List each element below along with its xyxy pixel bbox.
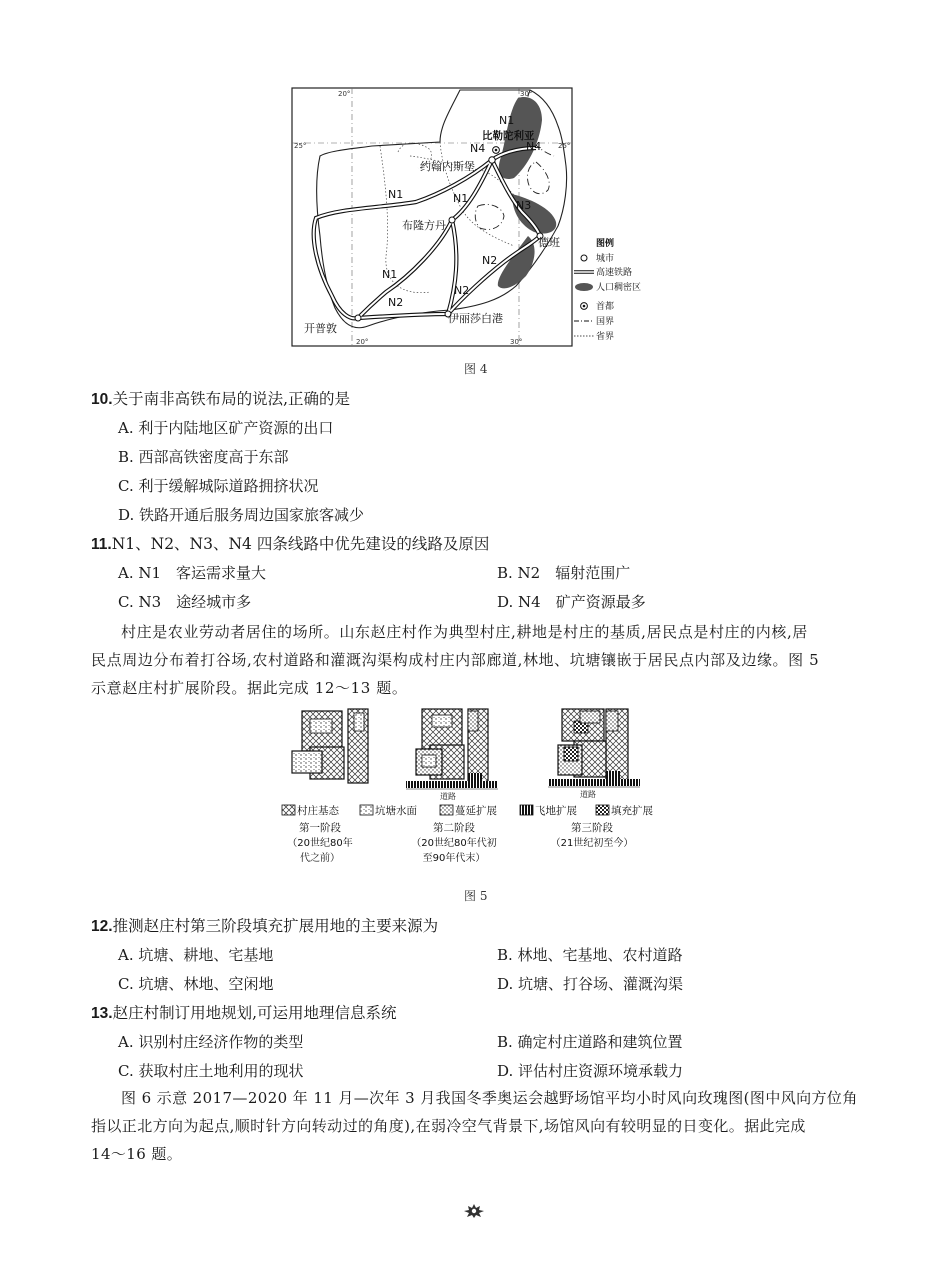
figure5-legend <box>282 804 653 817</box>
legend-item-national: 国界 <box>596 317 615 327</box>
question-11-number: 11. <box>91 536 112 553</box>
label-n1-mid: N1 <box>453 192 469 205</box>
question-12-number: 12. <box>91 918 113 935</box>
q10-option-b: B. 西部高铁密度高于东部 <box>118 448 289 466</box>
legend-item-hsr: 高速铁路 <box>596 268 633 278</box>
q13-option-b: B. 确定村庄道路和建筑位置 <box>497 1033 683 1051</box>
q10-option-c: C. 利于缓解城际道路拥挤状况 <box>118 477 319 495</box>
passage-1 <box>91 618 871 702</box>
city-cape-town <box>355 315 361 321</box>
legend-infill: 填充扩展 <box>611 805 653 817</box>
q11-option-a: A. N1 客运需求量大 <box>118 564 267 582</box>
legend-item-capital: 首都 <box>596 302 615 312</box>
question-10-number: 10. <box>91 391 113 408</box>
road-label-stage-3: 道路 <box>580 790 596 799</box>
stage-2-period-2: 至90年代末） <box>422 853 486 864</box>
legend-item-dense: 人口稠密区 <box>596 283 642 293</box>
label-n4-right: N4 <box>526 140 542 153</box>
label-bloemfontein: 布隆方丹 <box>402 219 446 232</box>
stage-2-blocks <box>406 709 498 801</box>
q12-option-d: D. 坑塘、打谷场、灌溉沟渠 <box>497 975 684 993</box>
q12-option-a: A. 坑塘、耕地、宅基地 <box>118 946 274 964</box>
label-n4-left: N4 <box>470 142 486 155</box>
q11-option-b: B. N2 辐射范围广 <box>497 564 631 582</box>
q12-option-c: C. 坑塘、林地、空闲地 <box>118 975 274 993</box>
label-n1-top: N1 <box>499 114 515 127</box>
label-johannesburg: 约翰内斯堡 <box>420 160 475 173</box>
stage-3-blocks <box>548 709 640 799</box>
passage-2-line-3: 14～16 题。 <box>91 1145 183 1163</box>
label-lon20-bottom: 20° <box>356 338 369 346</box>
passage-1-line-1: 村庄是农业劳动者居住的场所。山东赵庄村作为典型村庄,耕地是村庄的基质,居民点是村庄的内核,居 <box>121 623 808 641</box>
label-n3: N3 <box>516 199 532 212</box>
stage-2-name: 第二阶段 <box>433 822 475 834</box>
q13-option-c: C. 获取村庄土地利用的现状 <box>118 1062 304 1080</box>
q10-option-d: D. 铁路开通后服务周边国家旅客减少 <box>118 506 365 524</box>
label-n1-low: N1 <box>382 268 398 281</box>
question-11-stem: N1、N2、N3、N4 四条线路中优先建设的线路及原因 <box>111 535 490 553</box>
stage-1-period-1: （20世纪80年 <box>287 838 353 849</box>
figure4-legend <box>574 237 641 342</box>
figure5-caption: 图 5 <box>464 889 488 903</box>
legend-item-provincial: 省界 <box>596 332 615 342</box>
label-lat25-right: 25° <box>558 142 571 150</box>
question-13 <box>91 1003 397 1024</box>
passage-1-line-3: 示意赵庄村扩展阶段。据此完成 12～13 题。 <box>91 679 408 697</box>
legend-enclave: 飞地扩展 <box>535 805 577 817</box>
figure4-map <box>290 86 680 351</box>
question-11 <box>91 534 489 555</box>
passage-2-line-1: 图 6 示意 2017—2020 年 11 月—次年 3 月我国冬季奥运会越野场馆平均小时风向玫瑰图(图中风向方位角 <box>121 1089 858 1107</box>
legend-sprawl: 蔓延扩展 <box>455 805 497 817</box>
label-lat25-left: 25° <box>294 142 307 150</box>
label-n2-mid: N2 <box>454 284 470 297</box>
question-13-stem: 赵庄村制订用地规划,可运用地理信息系统 <box>112 1004 397 1022</box>
legend-item-city: 城市 <box>596 254 615 264</box>
figure5-diagram <box>280 705 680 865</box>
label-pretoria: 比勒陀利亚 <box>482 130 535 142</box>
q13-option-a: A. 识别村庄经济作物的类型 <box>118 1033 304 1051</box>
passage-1-line-2: 民点周边分布着打谷场,农村道路和灌溉沟渠构成村庄内部廊道,林地、坑塘镶嵌于居民点内部及边缘。图 5 <box>91 651 820 669</box>
label-durban: 德班 <box>538 236 560 249</box>
q12-option-b: B. 林地、宅基地、农村道路 <box>497 946 683 964</box>
label-lon20-top: 20° <box>338 90 351 98</box>
passage-2-line-2: 指以正北方向为起点,顺时针方向转动过的角度),在弱冷空气背景下,场馆风向有较明显的日变化。据此完成 <box>91 1117 806 1135</box>
footer-ornament-icon <box>463 1203 485 1219</box>
question-13-number: 13. <box>91 1005 113 1022</box>
label-n2-low: N2 <box>388 296 404 309</box>
figure4-caption: 图 4 <box>464 362 488 376</box>
city-johannesburg <box>489 157 495 163</box>
question-12 <box>91 916 438 937</box>
question-10-stem: 关于南非高铁布局的说法,正确的是 <box>112 390 350 408</box>
label-cape-town: 开普敦 <box>304 322 337 335</box>
q11-option-d: D. N4 矿产资源最多 <box>497 593 646 611</box>
label-lon30-top: 30° <box>520 90 533 98</box>
stage-1-name: 第一阶段 <box>299 822 341 834</box>
q10-option-a: A. 利于内陆地区矿产资源的出口 <box>118 419 334 437</box>
stage-1-period-2: 代之前） <box>300 853 340 864</box>
q13-option-d: D. 评估村庄资源环境承载力 <box>497 1062 684 1080</box>
stage-3-period-1: （21世纪初至今） <box>550 838 634 849</box>
legend-pond: 坑塘水面 <box>375 805 417 817</box>
label-lon30-bottom: 30° <box>510 338 523 346</box>
city-bloemfontein <box>449 217 455 223</box>
label-n1-mid-left: N1 <box>388 188 404 201</box>
stage-1-blocks <box>292 709 368 783</box>
question-10 <box>91 389 350 410</box>
passage-2 <box>91 1084 871 1168</box>
label-port-elizabeth: 伊丽莎白港 <box>448 312 503 325</box>
stage-3-name: 第三阶段 <box>571 822 613 834</box>
q11-option-c: C. N3 途经城市多 <box>118 593 252 611</box>
question-12-stem: 推测赵庄村第三阶段填充扩展用地的主要来源为 <box>112 917 439 935</box>
label-n2-east: N2 <box>482 254 498 267</box>
stage-2-period-1: （20世纪80年代初 <box>411 838 497 849</box>
road-label-stage-2: 道路 <box>440 792 456 801</box>
legend-title: 图例 <box>596 239 615 249</box>
legend-village-base: 村庄基态 <box>297 805 339 817</box>
